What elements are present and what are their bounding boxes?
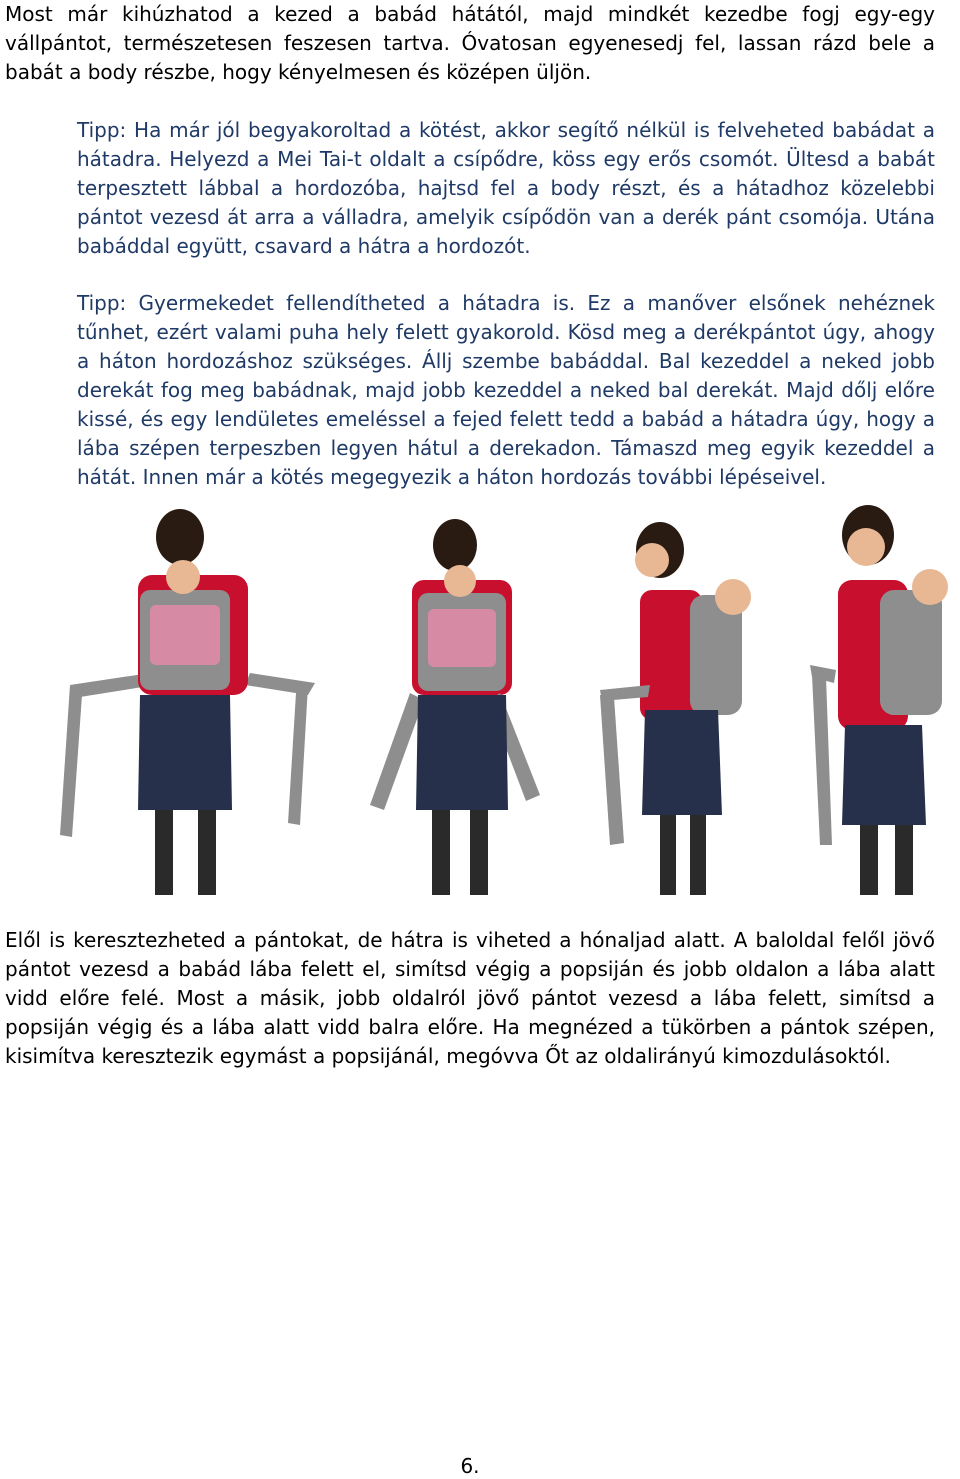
photo-back-straps-spread <box>60 509 315 895</box>
paragraph-tip-swing: Tipp: Gyermekedet fellendítheted a hátadra is. Ez a manőver elsőnek nehéznek tűnhet, ezért valami puha hely felett gyakorold. Kösd meg a derékpántot úgy, ahogy a háton hordozáshoz szükséges. Állj szembe babáddal. Bal kezeddel a neked jobb derekát fog meg babádnak, majd jobb kezeddel a neked bal derekát. Majd dőlj előre kissé, és egy lendületes emeléssel a fejed felett tedd a babád a hátadra úgy, hogy a lába szépen terpeszben legyen hátul a derekadon. Támaszd meg egyik kezeddel a hátát. Innen már a kötés megegyezik a háton hordozás további lépéseivel. <box>77 291 935 489</box>
paragraph-intro: Most már kihúzhatod a kezed a babád hátától, majd mindkét kezedbe fogj egy-egy vállpántot, természetesen feszesen tartva. Óvatosan egyenesedj fel, lassan rázd bele a babát a body részbe, hogy kényelmesen és középen üljön. <box>5 2 935 84</box>
photo-strip <box>0 505 960 900</box>
paragraph-cross-straps: Elől is keresztezheted a pántokat, de hátra is viheted a hónaljad alatt. A baloldal felől jövő pántot vezesd a babád lába felett el, simítsd végig a popsiján és jobb oldalon a lába alatt vidd előre felé. Most a másik, jobb oldalról jövő pántot vezesd a lába felett, simítsd a popsiján végig és a lába alatt vidd balra előre. Ha megnézed a tükörben a pántok szépen, kisimítva keresztezik egymást a popsijánál, megóvva Őt az oldalirányú kimozdulásoktól. <box>5 928 935 1068</box>
photo-side-view-2 <box>810 505 948 895</box>
photo-back-straps-down <box>370 519 540 895</box>
paragraph-tip-side-load: Tipp: Ha már jól begyakoroltad a kötést, akkor segítő nélkül is felveheted babádat a hátadra. Helyezd a Mei Tai-t oldalt a csípődre, köss egy erős csomót. Ültesd a babát terpesztett lábbal a hordozóba, hajtsd fel a body részt, és a hátadhoz közelebbi pántot vezesd át arra a válladra, amelyik csípődön van a derék pánt csomója. Utána babáddal együtt, csavard a hátra a hordozót. <box>77 118 935 258</box>
page-number: 6. <box>460 1454 480 1478</box>
photo-side-view-1 <box>600 522 751 895</box>
